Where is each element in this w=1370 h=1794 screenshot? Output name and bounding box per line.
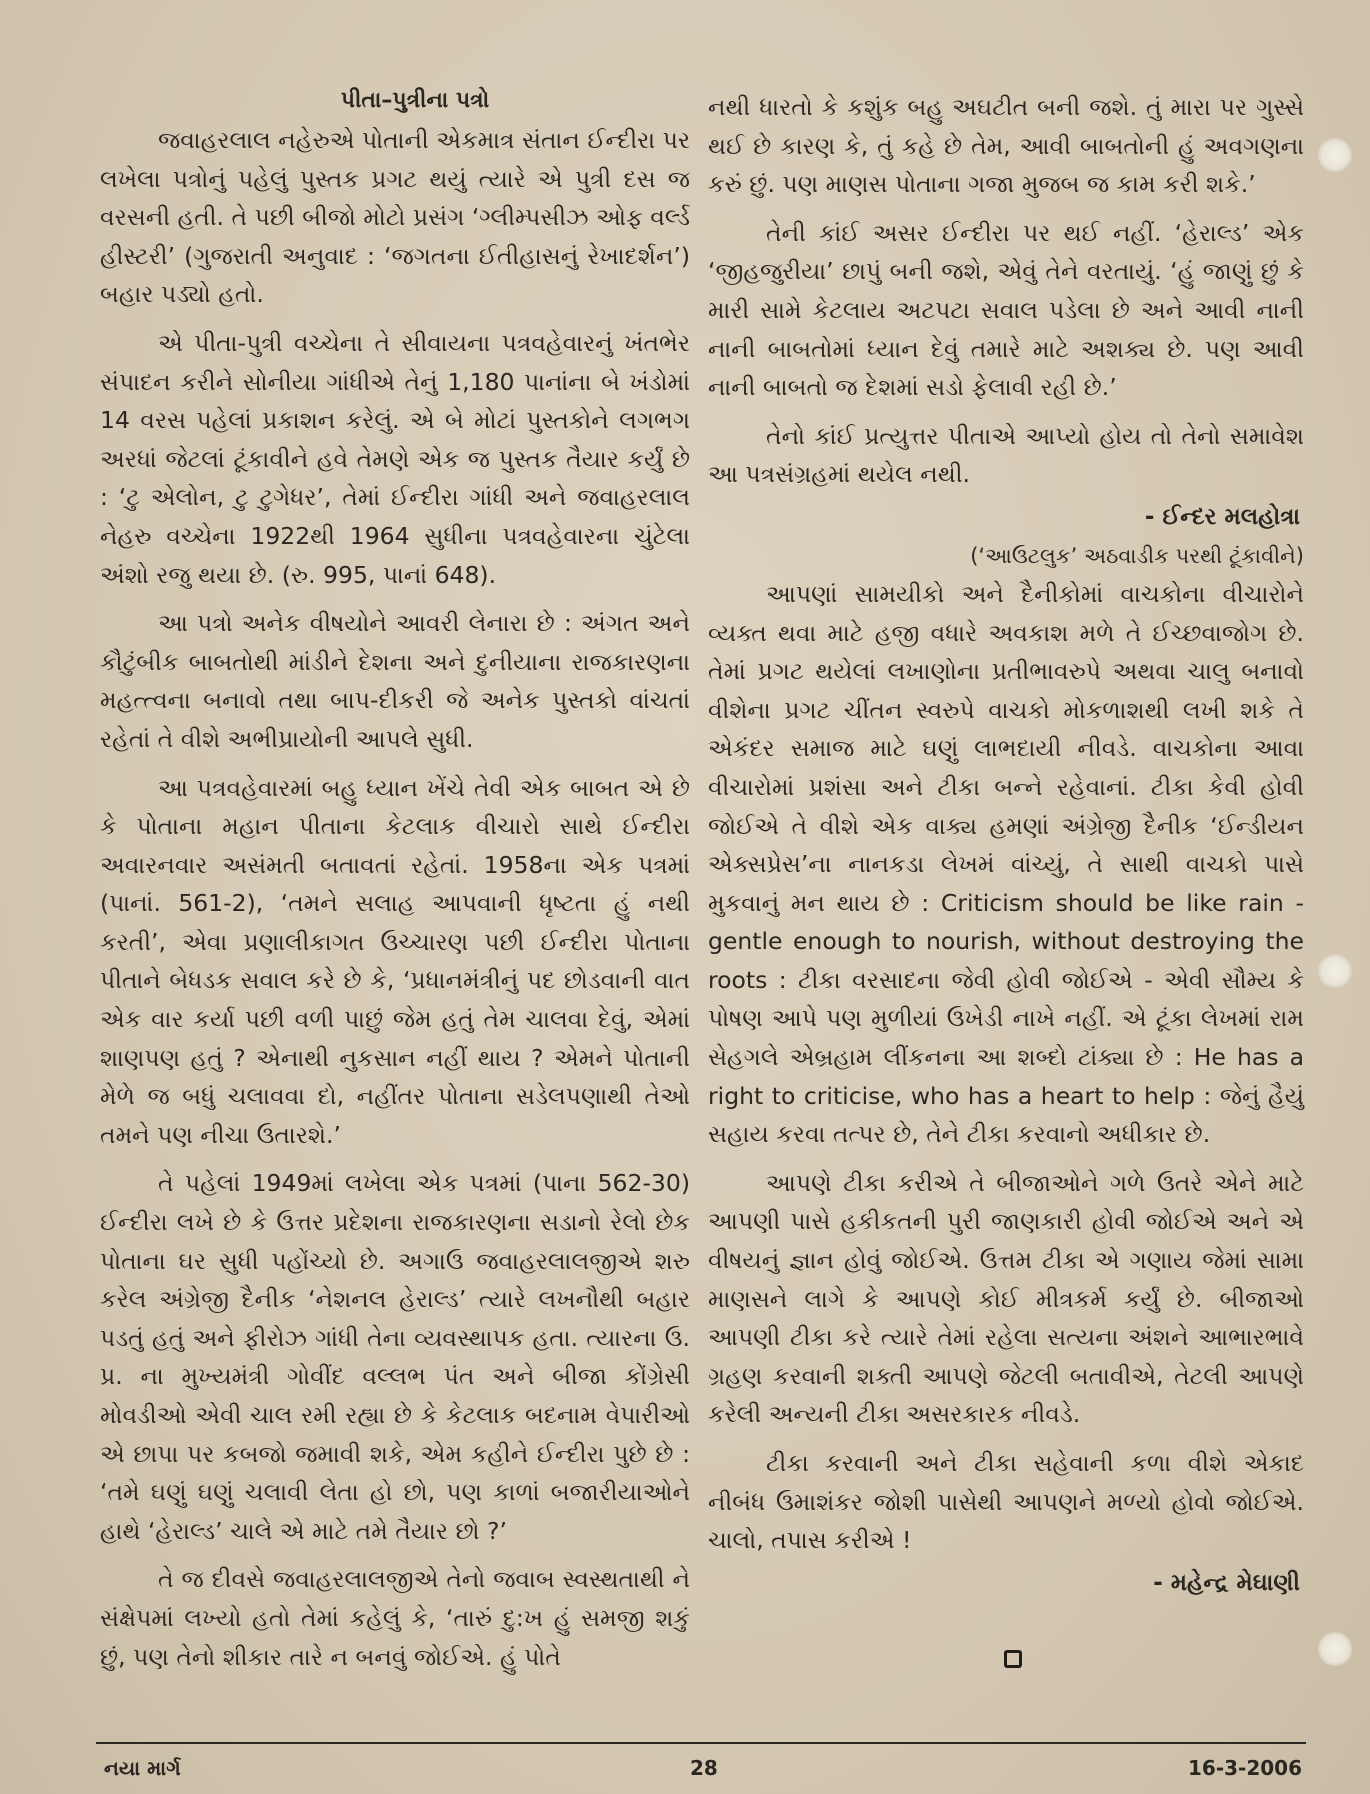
right-column xyxy=(708,88,1304,1610)
article-signature: - ઈન્દર મલહોત્રા xyxy=(1144,503,1300,530)
article-heading: પીતા–પુત્રીના પત્રો xyxy=(340,88,490,113)
footer-page-number: 28 xyxy=(690,1756,718,1780)
essay-paragraph-2: આપણે ટીકા કરીએ તે બીજાઓને ગળે ઉતરે એને માટે આપણી પાસે હકીકતની પુરી જાણકારી હોવી જોઈએ અને એ વીષયનું જ્ઞાન હોવું જોઈએ. ઉત્તમ ટીકા એ ગણાય જેમાં સામા માણસને લાગે કે આપણે કોઈ મીત્રકર્મ કર્યું છે. બીજાઓ આપણી ટીકા કરે ત્યારે તેમાં રહેલા સત્યના અંશને આભારભાવે ગ્રહણ કરવાની શક્તી આપણે જેટલી બતાવીએ, તેટલી આપણે કરેલી અન્યની ટીકા અસરકારક નીવડે. xyxy=(708,1168,1304,1429)
article-paragraph-6: તે જ દીવસે જવાહરલાલજીએ તેનો જવાબ સ્વસ્થતાથી ને સંક્ષેપમાં લખ્યો હતો તેમાં કહેલું કે, ‘તારું દુ:ખ હું સમજી શકું છું, પણ તેનો શીકાર તારે ન બનવું જોઈએ. હું પોતે xyxy=(100,1565,690,1671)
article-paragraph-7: તેની કાંઈ અસર ઈન્દીરા પર થઈ નહીં. ‘હેરાલ્ડ’ એક ‘જીહજુરીયા’ છાપું બની જશે, એવું તેને વરતાયું. ‘હું જાણું છું કે મારી સામે કેટલાય અટપટા સવાલ પડેલા છે અને આવી નાની નાની બાબતોમાં ધ્યાન દેવું તમારે માટે અશક્ય છે. પણ આવી નાની બાબતો જ દેશમાં સડો ફેલાવી રહી છે.’ xyxy=(708,218,1304,402)
footer-divider xyxy=(96,1742,1306,1744)
left-column xyxy=(100,88,690,1686)
essay-paragraph-1: આપણાં સામયીકો અને દૈનીકોમાં વાચકોના વીચારોને વ્યક્ત થવા માટે હજી વધારે અવકાશ મળે તે ઈચ્છવાજોગ છે. તેમાં પ્રગટ થયેલાં લખાણોના પ્રતીભાવરુપે અથવા ચાલુ બનાવો વીશેના પ્રગટ ચીંતન સ્વરુપે વાચકો મોકળાશથી લખી શકે તે એકંદર સમાજ માટે ઘણું લાભદાયી નીવડે. વાચકોના આવા વીચારોમાં પ્રશંસા અને ટીકા બન્ને રહેવાનાં. ટીકા કેવી હોવી જોઈએ તે વીશે એક વાક્ય હમણાં અંગ્રેજી દૈનીક ‘ઈન્ડીયન એક્સપ્રેસ’ના નાનકડા લેખમં વાંચ્યું, તે સાથી વાચકો પાસે મુકવાનું મન થાય છે : Criticism should be like rain - gentle enough to nourish, without destroying the roots : ટીકા વરસાદના જેવી હોવી જોઈએ - એવી સૌમ્ય કે પોષણ આપે પણ મુળીયાં ઉખેડી નાખે નહીં. એ ટૂંકા લેખમાં રામ સેહગલે એબ્રહામ લીંકનના આ શબ્દો ટાંક્યા છે : He has a right to criticise, who has a heart to help : જેનું હૈયું સહાય કરવા તત્પર છે, તેને ટીકા કરવાનો અધીકાર છે. xyxy=(708,579,1304,1149)
essay-signature: - મહેન્દ્ર મેઘાણી xyxy=(1153,1569,1300,1596)
article-paragraph-2: એ પીતા-પુત્રી વચ્ચેના તે સીવાયના પત્રવહેવારનું ખંતભેર સંપાદન કરીને સોનીયા ગાંધીએ તેનું 1,180 પાનાંના બે ખંડોમાં 14 વરસ પહેલાં પ્રકાશન કરેલું. એ બે મોટાં પુસ્તકોને લગભગ અરધાં જેટલાં ટૂંકાવીને હવે તેમણે એક જ પુસ્તક તૈયાર કર્યું છે : ‘ટુ એલોન, ટુ ટુગેધર’, તેમાં ઈન્દીરા ગાંધી અને જવાહરલાલ નેહરુ વચ્ચેના 1922થી 1964 સુધીના પત્રવહેવારના ચુંટેલા અંશો રજુ થયા છે. (રુ. 995, પાનાં 648). xyxy=(100,328,690,589)
footer-magazine-name: નયા માર્ગ xyxy=(104,1756,181,1780)
essay-paragraph-3: ટીકા કરવાની અને ટીકા સહેવાની કળા વીશે એકાદ નીબંધ ઉમાશંકર જોશી પાસેથી આપણને મળ્યો હોવો જોઈએ. ચાલો, તપાસ કરીએ ! xyxy=(708,1449,1304,1555)
punch-hole-icon xyxy=(1318,954,1352,988)
article-credit: (‘આઉટલુક’ અઠવાડીક પરથી ટૂંકાવીને) xyxy=(970,543,1304,568)
article-paragraph-3: આ પત્રો અનેક વીષયોને આવરી લેનારા છે : અંગત અને કૌટુંબીક બાબતોથી માંડીને દેશના અને દુનીયાના રાજકારણના મહત્ત્વના બનાવો તથા બાપ-દીકરી જે અનેક પુસ્તકો વાંચતાં રહેતાં તે વીશે અભીપ્રાયોની આપલે સુધી. xyxy=(100,609,690,753)
article-paragraph-8: તેનો કાંઈ પ્રત્યુત્તર પીતાએ આપ્યો હોય તો તેનો સમાવેશ આ પત્રસંગ્રહમાં થયેલ નથી. xyxy=(708,421,1304,489)
article-paragraph-1: જવાહરલાલ નહેરુએ પોતાની એકમાત્ર સંતાન ઈન્દીરા પર લખેલા પત્રોનું પહેલું પુસ્તક પ્રગટ થયું ત્યારે એ પુત્રી દસ જ વરસની હતી. તે પછી બીજો મોટો પ્રસંગ ‘ગ્લીમ્પસીઝ ઓફ વર્લ્ડ હીસ્ટરી’ (ગુજરાતી અનુવાદ : ‘જગતના ઈતીહાસનું રેખાદર્શન’) બહાર પડ્યો હતો. xyxy=(100,126,690,309)
article-continuation: નથી ધારતો કે કશુંક બહુ અઘટીત બની જશે. તું મારા પર ગુસ્સે થઈ છે કારણ કે, તું કહે છે તેમ, આવી બાબતોની હું અવગણના કરું છું. પણ માણસ પોતાના ગજા મુજબ જ કામ કરી શકે.’ xyxy=(708,93,1304,199)
article-paragraph-4: આ પત્રવહેવારમાં બહુ ધ્યાન ખેંચે તેવી એક બાબત એ છે કે પોતાના મહાન પીતાના કેટલાક વીચારો સાથે ઈન્દીરા અવારનવાર અસંમતી બતાવતાં રહેતાં. 1958ના એક પત્રમાં (પાનાં. 561-2), ‘તમને સલાહ આપવાની ધૃષ્ટતા હું નથી કરતી’, એવા પ્રણાલીકાગત ઉચ્ચારણ પછી ઈન્દીરા પોતાના પીતાને બેધડક સવાલ કરે છે કે, ‘પ્રધાનમંત્રીનું પદ છોડવાની વાત એક વાર કર્યા પછી વળી પાછું જેમ હતું તેમ ચાલવા દેવું, એમાં શાણપણ હતું ? એનાથી નુકસાન નહીં થાય ? એમને પોતાની મેળે જ બધું ચલાવવા દો, નહીંતર પોતાના સડેલપણાથી તેઓ તમને પણ નીચા ઉતારશે.’ xyxy=(100,773,690,1149)
article-paragraph-5: તે પહેલાં 1949માં લખેલા એક પત્રમાં (પાના 562-30) ઈન્દીરા લખે છે કે ઉત્તર પ્રદેશના રાજકારણના સડાનો રેલો છેક પોતાના ઘર સુધી પહોંચ્યો છે. અગાઉ જવાહરલાલજીએ શરુ કરેલ અંગ્રેજી દૈનીક ‘નેશનલ હેરાલ્ડ’ ત્યારે લખનૌથી બહાર પડતું હતું અને ફીરોઝ ગાંધી તેના વ્યવસ્થાપક હતા. ત્યારના ઉ. પ્ર. ના મુખ્યમંત્રી ગોવીંદ વલ્લભ પંત અને બીજા કોંગ્રેસી મોવડીઓ એવી ચાલ રમી રહ્યા છે કે કેટલાક બદનામ વેપારીઓ એ છાપા પર કબજો જમાવી શકે, એમ કહીને ઈન્દીરા પુછે છે : ‘તમે ઘણું ઘણું ચલાવી લેતા હો છો, પણ કાળાં બજારીયાઓને હાથે ‘હેરાલ્ડ’ ચાલે એ માટે તમે તૈયાર છો ?’ xyxy=(100,1169,690,1545)
punch-hole-icon xyxy=(1318,138,1352,172)
footer-date: 16-3-2006 xyxy=(1188,1756,1303,1780)
end-mark-icon xyxy=(1004,1650,1022,1668)
punch-hole-icon xyxy=(1318,1632,1352,1666)
